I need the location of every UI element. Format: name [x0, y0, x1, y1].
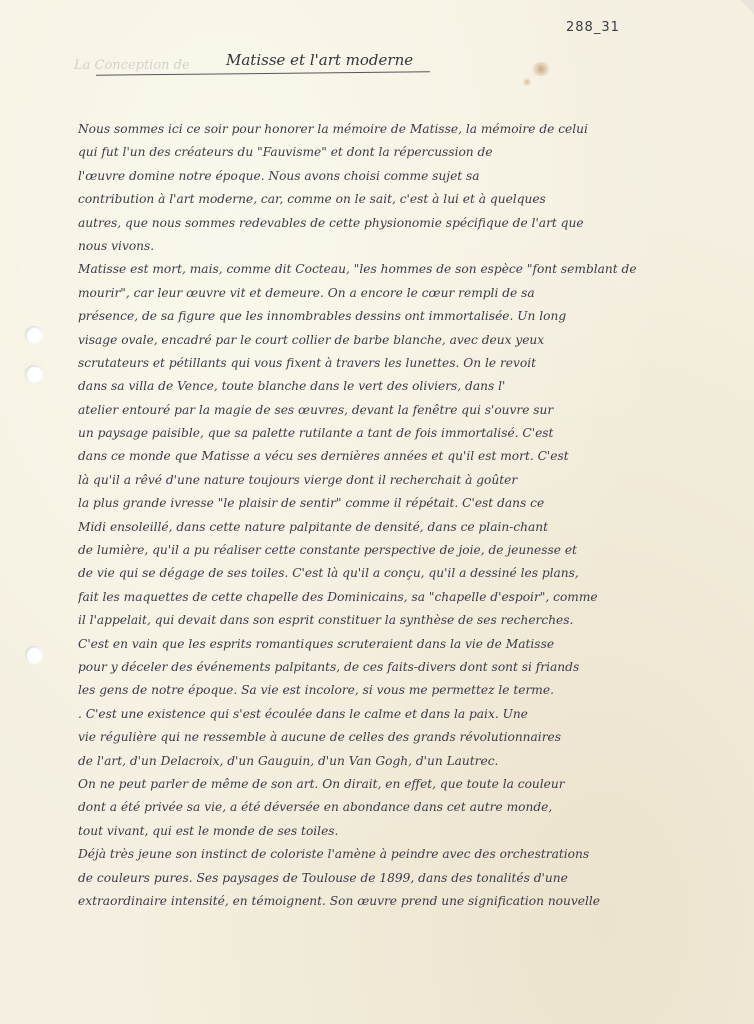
text-line: dans sa villa de Vence, toute blanche dans le vert des oliviers, dans l': [78, 379, 506, 394]
text-line: mourir", car leur œuvre vit et demeure. On a encore le cœur rempli de sa: [78, 285, 535, 300]
text-line: autres, que nous sommes redevables de cette physionomie spécifique de l'art que: [78, 215, 584, 230]
handwritten-body: [78, 118, 746, 913]
text-line: atelier entouré par la magie de ses œuvres, devant la fenêtre qui s'ouvre sur: [78, 402, 554, 417]
text-line: de lumière, qu'il a pu réaliser cette constante perspective de joie, de jeunesse et: [78, 543, 577, 558]
text-line: On ne peut parler de même de son art. On dirait, en effet, que toute la couleur: [78, 776, 565, 791]
folded-corner: [740, 0, 754, 14]
text-line: Matisse est mort, mais, comme dit Cocteau, "les hommes de son espèce "font semblant de: [78, 262, 637, 277]
text-line: de couleurs pures. Ses paysages de Toulouse de 1899, dans des tonalités d'une: [78, 870, 568, 885]
text-line: Nous sommes ici ce soir pour honorer la mémoire de Matisse, la mémoire de celui: [78, 122, 588, 136]
text-line: l'œuvre domine notre époque. Nous avons choisi comme sujet sa: [78, 168, 480, 183]
text-line: contribution à l'art moderne, car, comme on le sait, c'est à lui et à quelques: [78, 192, 546, 207]
text-line: présence, de sa figure que les innombrables dessins ont immortalisée. Un long: [78, 309, 567, 324]
text-line: de l'art, d'un Delacroix, d'un Gauguin, d'un Van Gogh, d'un Lautrec.: [78, 753, 499, 768]
text-line: . C'est une existence qui s'est écoulée dans le calme et dans la paix. Une: [78, 706, 528, 721]
ink-stain: [530, 62, 552, 76]
text-line: les gens de notre époque. Sa vie est incolore, si vous me permettez le terme.: [78, 683, 554, 698]
text-line: il l'appelait, qui devait dans son esprit constituer la synthèse de ses recherches.: [78, 613, 574, 628]
text-line: dont a été privée sa vie, a été déversée en abondance dans cet autre monde,: [78, 800, 553, 815]
text-line: fait les maquettes de cette chapelle des Dominicains, sa "chapelle d'espoir", comme: [78, 589, 598, 604]
text-line: dans ce monde que Matisse a vécu ses dernières années et qu'il est mort. C'est: [78, 449, 569, 464]
text-line: vie régulière qui ne ressemble à aucune de celles des grands révolutionnaires: [78, 730, 561, 745]
ink-stain-small: [522, 78, 532, 86]
punch-hole: [25, 365, 43, 383]
faint-crossed-heading: La Conception de: [74, 58, 190, 73]
text-line: la plus grande ivresse "le plaisir de sentir" comme il répétait. C'est dans ce: [78, 496, 545, 511]
text-line: pour y déceler des événements palpitants, de ces faits-divers dont sont si friands: [78, 659, 580, 674]
punch-hole: [25, 646, 43, 664]
text-line: un paysage paisible, que sa palette rutilante a tant de fois immortalisé. C'est: [78, 426, 554, 441]
punch-hole: [25, 326, 43, 344]
document-title: Matisse et l'art moderne: [226, 51, 414, 69]
text-line: extraordinaire intensité, en témoignent. Son œuvre prend une signification nouvelle: [78, 893, 600, 908]
text-line: tout vivant, qui est le monde de ses toiles.: [78, 823, 339, 838]
text-line: C'est en vain que les esprits romantiques scruteraient dans la vie de Matisse: [78, 636, 555, 651]
text-line: Déjà très jeune son instinct de coloriste l'amène à peindre avec des orchestrations: [78, 847, 590, 862]
page-number: 288_31: [566, 20, 620, 35]
text-line: visage ovale, encadré par le court collier de barbe blanche, avec deux yeux: [78, 332, 545, 347]
text-line: de vie qui se dégage de ses toiles. C'est là qu'il a conçu, qu'il a dessiné les plans,: [78, 566, 579, 581]
text-line: nous vivons.: [78, 238, 155, 253]
text-line: scrutateurs et pétillants qui vous fixent à travers les lunettes. On le revoit: [78, 355, 537, 370]
text-line: là qu'il a rêvé d'une nature toujours vierge dont il recherchait à goûter: [78, 472, 518, 487]
text-line: Midi ensoleillé, dans cette nature palpitante de densité, dans ce plain-chant: [78, 519, 549, 534]
text-line: qui fut l'un des créateurs du "Fauvisme" et dont la répercussion de: [78, 145, 493, 160]
